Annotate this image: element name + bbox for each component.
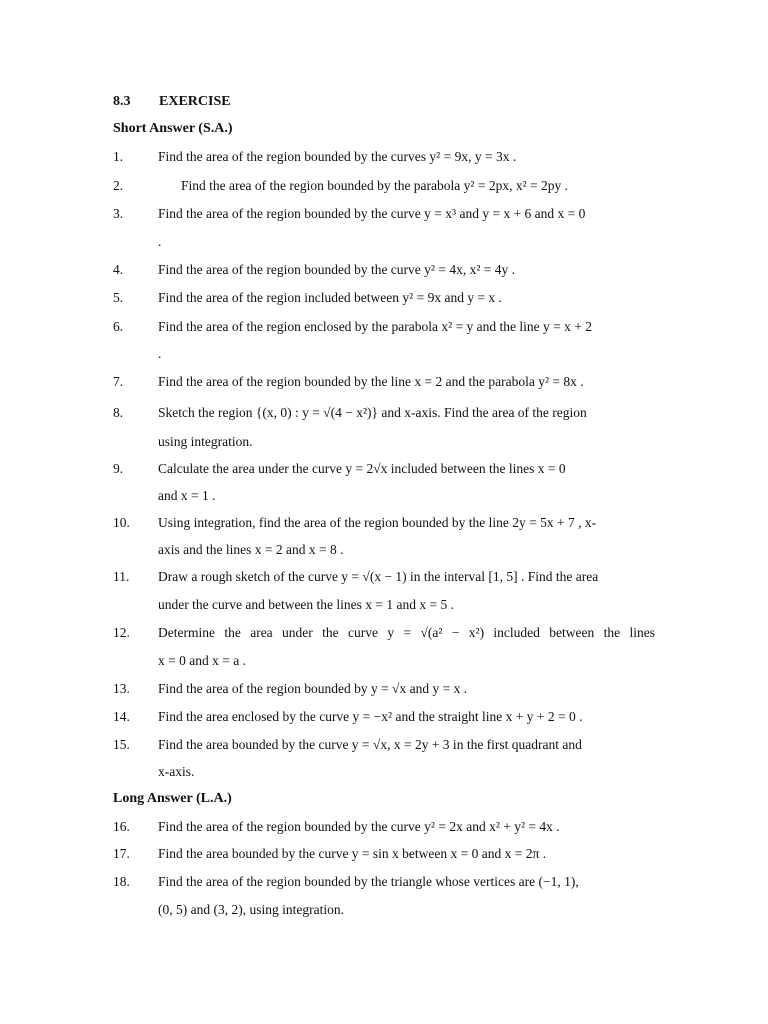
item-text: Find the area of the region bounded by the curve y = x³ and y = x + 6 and x = 0 <box>158 206 586 221</box>
item-text-continued: and x = 1 . <box>158 488 216 503</box>
item-text: Calculate the area under the curve y = 2√x included between the lines x = 0 <box>158 461 566 476</box>
item-number: 13. <box>113 681 130 696</box>
long-answer-heading: Long Answer (L.A.) <box>113 791 232 806</box>
item-text-continued: x = 0 and x = a . <box>158 653 246 668</box>
section-number: 8.3 <box>113 94 131 109</box>
item-number: 8. <box>113 405 124 420</box>
item-number: 12. <box>113 625 130 640</box>
item-text: Find the area of the region included between y² = 9x and y = x . <box>158 290 502 305</box>
item-text: Find the area bounded by the curve y = sin x between x = 0 and x = 2π . <box>158 846 547 861</box>
item-number: 14. <box>113 709 130 724</box>
short-answer-heading: Short Answer (S.A.) <box>113 121 233 136</box>
item-text-continued: (0, 5) and (3, 2), using integration. <box>158 902 344 917</box>
item-number: 17. <box>113 846 130 861</box>
item-text-continued: . <box>158 346 162 361</box>
item-text-continued: axis and the lines x = 2 and x = 8 . <box>158 542 344 557</box>
section-title: EXERCISE <box>159 94 231 109</box>
item-text-continued: . <box>158 234 162 249</box>
item-number: 5. <box>113 290 124 305</box>
item-number: 3. <box>113 206 124 221</box>
item-text: Using integration, find the area of the region bounded by the line 2y = 5x + 7 , x- <box>158 515 597 530</box>
item-text: Find the area of the region bounded by the line x = 2 and the parabola y² = 8x . <box>158 374 584 389</box>
item-text: Find the area of the region bounded by the parabola y² = 2px, x² = 2py . <box>181 178 568 193</box>
item-text: Find the area enclosed by the curve y = −x² and the straight line x + y + 2 = 0 . <box>158 709 583 724</box>
item-number: 7. <box>113 374 124 389</box>
item-number: 9. <box>113 461 124 476</box>
item-number: 16. <box>113 819 130 834</box>
item-text: Find the area of the region bounded by the curve y² = 4x, x² = 4y . <box>158 262 515 277</box>
item-text: Find the area of the region bounded by the curve y² = 2x and x² + y² = 4x . <box>158 819 560 834</box>
item-number: 15. <box>113 737 130 752</box>
item-number: 2. <box>113 178 124 193</box>
item-text: Find the area of the region enclosed by the parabola x² = y and the line y = x + 2 <box>158 319 593 334</box>
item-text: Find the area of the region bounded by y = √x and y = x . <box>158 681 468 696</box>
item-text: Find the area of the region bounded by the curves y² = 9x, y = 3x . <box>158 149 517 164</box>
item-number: 18. <box>113 874 130 889</box>
item-text-continued: under the curve and between the lines x = 1 and x = 5 . <box>158 597 455 612</box>
item-text: Sketch the region {(x, 0) : y = √(4 − x²)} and x-axis. Find the area of the region <box>158 405 587 420</box>
item-number: 6. <box>113 319 124 334</box>
item-text: Draw a rough sketch of the curve y = √(x − 1) in the interval [1, 5] . Find the area <box>158 569 599 584</box>
item-text-continued: x-axis. <box>158 764 195 779</box>
item-number: 10. <box>113 515 130 530</box>
item-text: Determine the area under the curve y = √(a² − x²) included between the lines <box>158 625 655 640</box>
item-text-continued: using integration. <box>158 434 253 449</box>
item-number: 11. <box>113 569 130 584</box>
section-heading <box>113 94 231 110</box>
item-text: Find the area bounded by the curve y = √x, x = 2y + 3 in the first quadrant and <box>158 737 582 752</box>
item-number: 4. <box>113 262 124 277</box>
item-text: Find the area of the region bounded by the triangle whose vertices are (−1, 1), <box>158 874 579 889</box>
item-number: 1. <box>113 149 124 164</box>
